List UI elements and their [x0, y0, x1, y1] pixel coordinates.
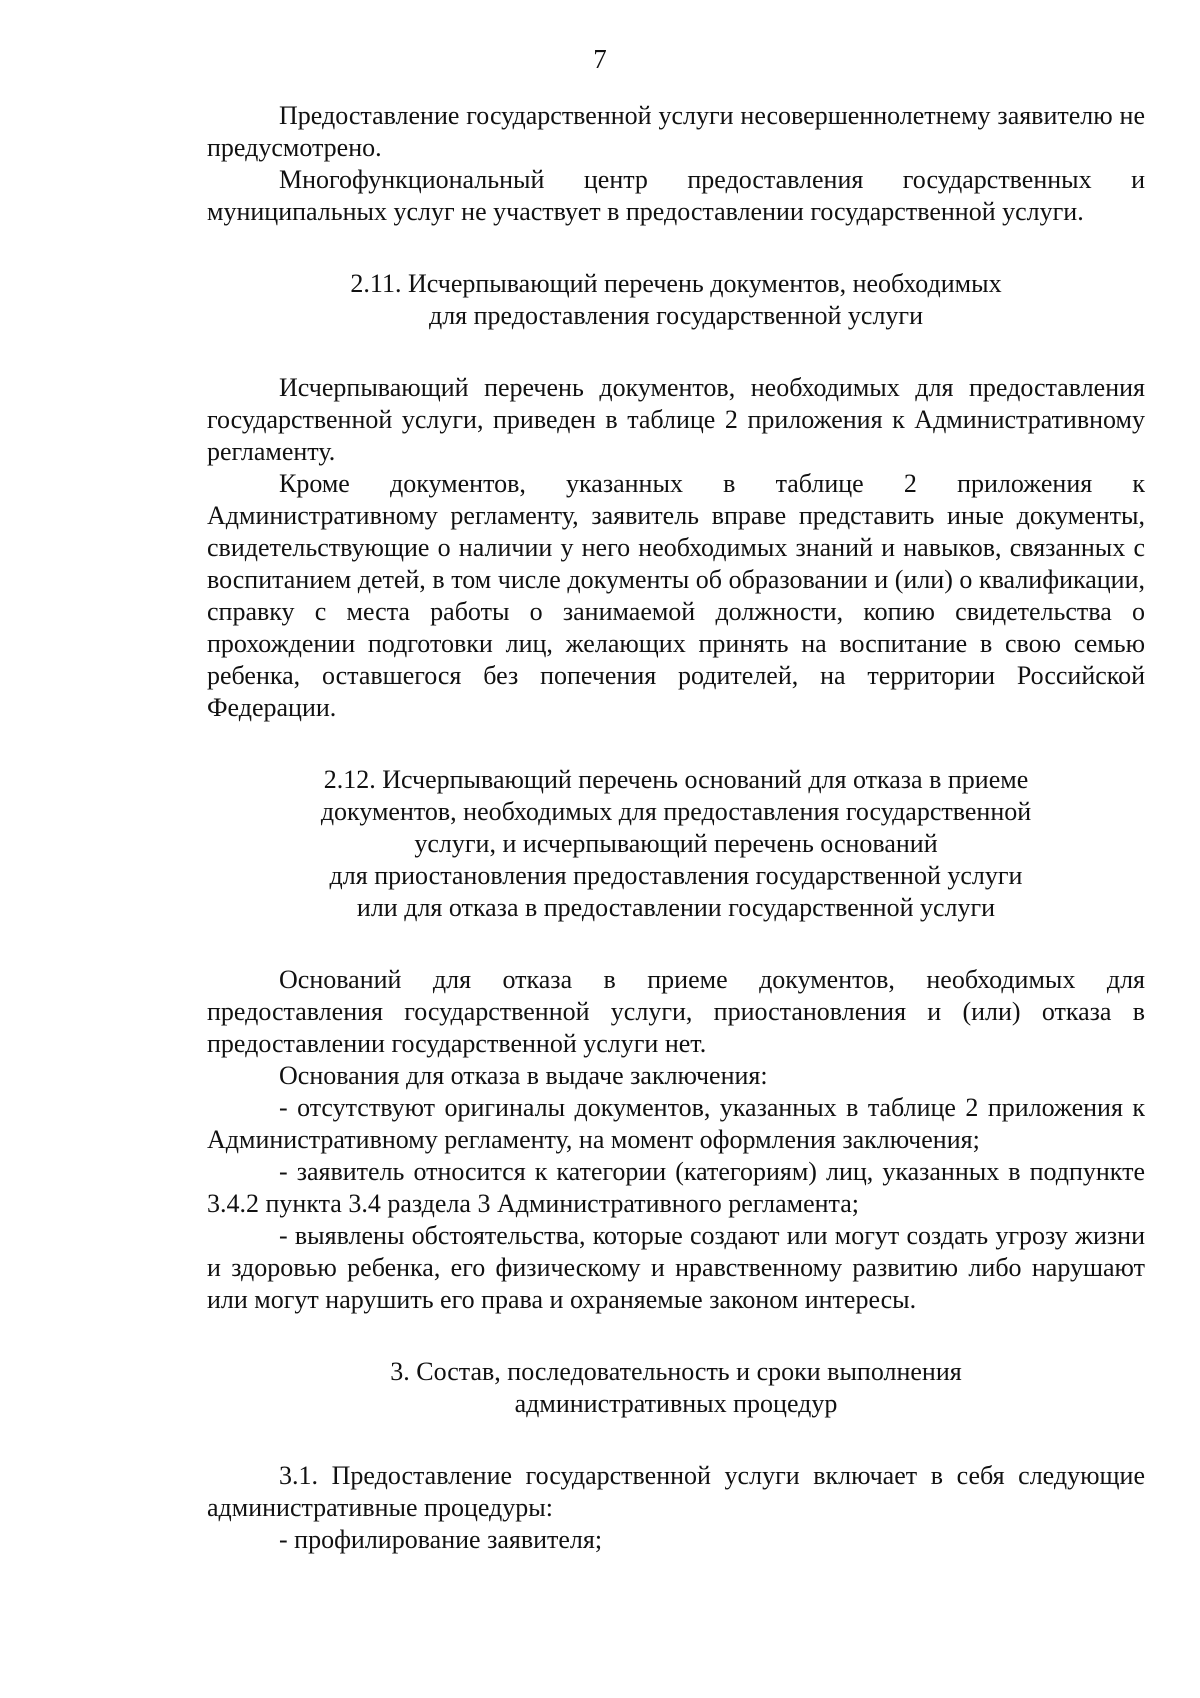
paragraph-documents-list: Исчерпывающий перечень документов, необходимых для предоставления государственной услуги, приведен в таблице 2 приложения к Административному регламенту. — [207, 373, 1145, 466]
section-heading-3 — [207, 1356, 1145, 1420]
heading-line: для предоставления государственной услуги — [428, 301, 924, 330]
paragraph-mfc: Многофункциональный центр предоставления государственных и муниципальных услуг не участвует в предоставлении государственной услуги. — [207, 165, 1145, 226]
paragraph-procedures: 3.1. Предоставление государственной услуги включает в себя следующие административные процедуры: — [207, 1461, 1145, 1522]
list-item-threat-circumstances: - выявлены обстоятельства, которые создают или могут создать угрозу жизни и здоровью ребенка, его физическому и нравственному развитию либо нарушают или могут нарушить его права и охраняемые законом интересы. — [207, 1221, 1145, 1314]
heading-line: услуги, и исчерпывающий перечень оснований — [414, 829, 938, 858]
paragraph-no-grounds: Оснований для отказа в приеме документов, необходимых для предоставления государственной услуги, приостановления и (или) отказа в предоставлении государственной услуги нет. — [207, 965, 1145, 1058]
list-item-missing-originals: - отсутствуют оригиналы документов, указанных в таблице 2 приложения к Административному регламенту, на момент оформления заключения; — [207, 1093, 1145, 1154]
section-heading-2-11 — [207, 268, 1145, 332]
heading-line: документов, необходимых для предоставления государственной — [320, 797, 1032, 826]
paragraph-minor-applicant: Предоставление государственной услуги несовершеннолетнему заявителю не предусмотрено. — [207, 101, 1145, 162]
paragraph-refusal-grounds: Основания для отказа в выдаче заключения: — [279, 1061, 768, 1090]
section-heading-2-12 — [207, 764, 1145, 924]
list-item-applicant-category: - заявитель относится к категории (категориям) лиц, указанных в подпункте 3.4.2 пункта 3.4 раздела 3 Административного регламента; — [207, 1157, 1145, 1218]
heading-line: административных процедур — [514, 1389, 838, 1418]
page-number: 7 — [593, 44, 607, 74]
document-body — [207, 100, 1145, 1556]
heading-line: для приостановления предоставления государственной услуги — [329, 861, 1023, 890]
heading-line: 2.12. Исчерпывающий перечень оснований для отказа в приеме — [323, 765, 1029, 794]
list-item-profiling: - профилирование заявителя; — [279, 1525, 603, 1554]
paragraph-additional-documents: Кроме документов, указанных в таблице 2 приложения к Административному регламенту, заявитель вправе представить иные документы, свидетельствующие о наличии у него необходимых знаний и навыков, связанных с воспитанием детей, в том числе документы об образовании и (или) о квалификации, справку с места работы о занимаемой должности, копию свидетельства о прохождении подготовки лиц, желающих принять на воспитание в свою семью ребенка, оставшегося без попечения родителей, на территории Российской Федерации. — [207, 469, 1145, 722]
heading-line: 3. Состав, последовательность и сроки выполнения — [390, 1357, 962, 1386]
heading-line: 2.11. Исчерпывающий перечень документов, необходимых — [350, 269, 1002, 298]
heading-line: или для отказа в предоставлении государственной услуги — [356, 893, 996, 922]
